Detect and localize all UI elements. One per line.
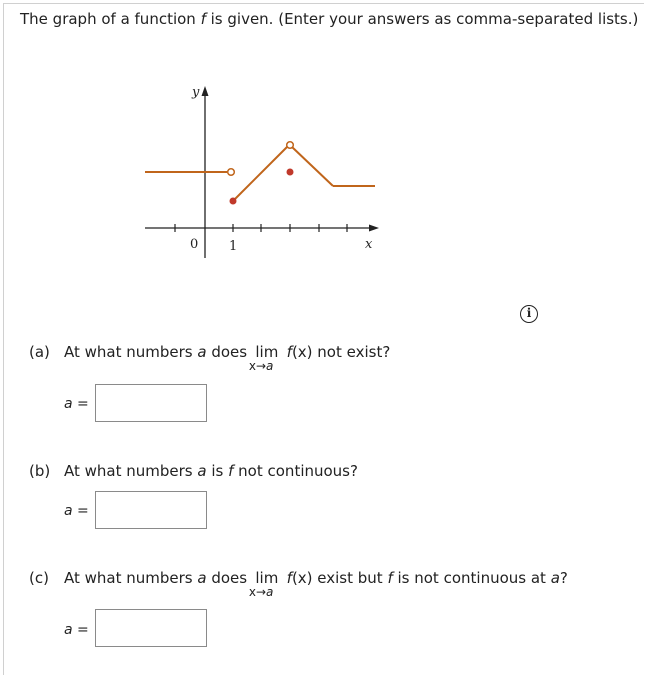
answer-b-label [64,503,89,519]
open-point-peak [287,142,294,149]
answer-c-label [64,622,89,638]
qa-a: a [197,343,207,361]
x-axis-label: x [365,237,373,252]
segment-falling [292,147,333,186]
qc-sub-a: a [266,585,274,599]
qc-q: ? [559,569,568,587]
qc-text-2: does [206,569,252,587]
question-a [29,343,391,373]
question-b [29,462,358,480]
limit-notation [248,569,282,599]
qc-f2: f [387,569,393,587]
closed-point-at-1 [230,198,237,205]
qc-sub-x: x→ [248,585,267,599]
qb-text-3: not continuous? [233,462,358,480]
y-axis-label: y [192,85,200,100]
qb-a: a [197,462,207,480]
qc-text-4: is not continuous at [392,569,551,587]
intro-f: f [200,10,206,28]
qc-text-3: exist but [312,569,388,587]
qc-a: a [197,569,207,587]
intro-text-after: is given. (Enter your answers as comma-separated lists.) [205,10,639,28]
question-c [29,569,568,599]
intro-text-before: The graph of a function [20,10,201,28]
qa-text-1: At what numbers [64,343,198,361]
qa-text-3: not exist? [312,343,391,361]
one-label: 1 [229,239,238,254]
info-icon[interactable]: i [520,305,538,323]
question-a-letter: (a) [29,343,50,361]
answer-c-eq: = [72,622,89,638]
qc-a2: a [550,569,560,587]
answer-a-eq: = [72,396,89,412]
limit-notation [248,343,282,373]
qc-x: (x) [291,569,313,587]
qc-f: f [286,569,292,587]
answer-a-input[interactable] [95,384,207,422]
answer-c-var: a [64,622,73,638]
answer-b-var: a [64,503,73,519]
answer-a-var: a [64,396,73,412]
limit-subscript [249,585,274,599]
limit-subscript [249,359,274,373]
answer-a-label [64,396,89,412]
x-axis-arrow [369,225,379,232]
origin-label: 0 [190,237,199,252]
qa-x: (x) [291,343,313,361]
qa-sub-a: a [266,359,274,373]
qb-f: f [228,462,234,480]
qc-text-1: At what numbers [64,569,198,587]
answer-c-input[interactable] [95,609,207,647]
qc-lim: lim [255,569,279,587]
qa-text-2: does [206,343,252,361]
answer-b-eq: = [72,503,89,519]
closed-point-below-peak [287,169,294,176]
problem-statement [20,10,638,28]
qa-lim: lim [255,343,279,361]
qb-text-1: At what numbers [64,462,198,480]
question-c-letter: (c) [29,569,49,587]
y-axis-arrow [202,86,209,96]
qa-f: f [286,343,292,361]
qa-sub-x: x→ [248,359,267,373]
function-graph [140,80,390,265]
answer-b-input[interactable] [95,491,207,529]
segment-rising [233,146,288,201]
qb-text-2: is [206,462,229,480]
open-point-left [228,169,235,176]
question-b-letter: (b) [29,462,51,480]
